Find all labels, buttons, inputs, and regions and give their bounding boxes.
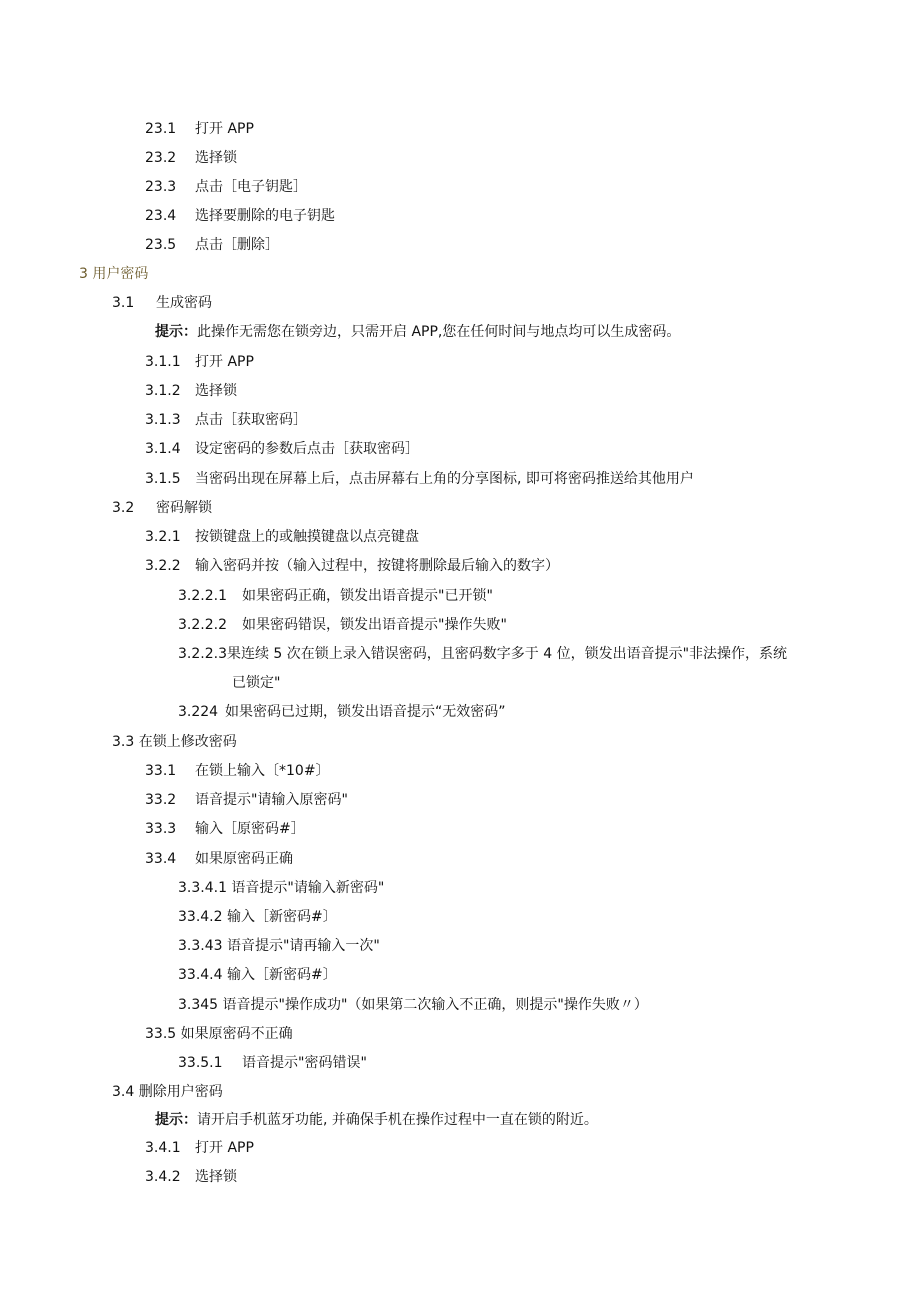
step-number: 3.1.1: [145, 354, 181, 370]
step-text: 如果密码正确，锁发出语音提示"已开锁": [242, 588, 493, 604]
step-number: 3.2.2: [145, 558, 181, 574]
step-text: 在锁上输入〔*10#〕: [195, 763, 330, 779]
step-3-3-5: 33.5 如果原密码不正确: [145, 1026, 293, 1042]
step-number: 23.4: [145, 208, 177, 224]
step-text: 选择锁: [195, 1169, 237, 1185]
step-number: 33.3: [145, 821, 177, 837]
subsection-number: 3.1: [112, 295, 135, 311]
tip-text: 此操作无需您在锁旁边，只需开启 APP,您在任何时间与地点均可以生成密码。: [197, 324, 681, 340]
step-23-5: [145, 235, 279, 255]
step-number: 3.1.5: [145, 471, 181, 487]
step-3-1-4: [145, 439, 419, 459]
step-3-1-5: [145, 469, 694, 489]
step-3-4-2: [145, 1167, 237, 1187]
step-text: 输入［原密码#］: [195, 821, 305, 837]
step-text: 点击［获取密码］: [195, 412, 307, 428]
tip-text: 请开启手机蓝牙功能, 并确保手机在操作过程中一直在锁的附近。: [197, 1112, 598, 1128]
step-23-3: [145, 177, 307, 197]
step-3-1-3: [145, 410, 307, 430]
tip-3-1: [155, 322, 680, 342]
step-23-2: [145, 148, 237, 168]
step-number: 3.2.2.1: [178, 588, 227, 604]
step-number: 3.4.1: [145, 1140, 181, 1156]
subsection-title: 密码解锁: [156, 500, 212, 516]
step-text: 果连续 5 次在锁上录入错误密码，且密码数字多于 4 位，锁发出语音提示"非法操作，系统: [226, 646, 788, 662]
step-text: 语音提示"密码错误": [242, 1055, 367, 1071]
step-23-1: [145, 119, 254, 139]
step-number: 23.5: [145, 237, 177, 253]
subsection-3-1: [112, 293, 212, 313]
step-number: 3.4.2: [145, 1169, 181, 1185]
step-number: 3.1.4: [145, 441, 181, 457]
step-number: 3.224: [178, 704, 219, 720]
step-3-3-4: [145, 849, 293, 869]
step-3-2-2-3: [178, 644, 787, 664]
step-text: 设定密码的参数后点击［获取密码］: [195, 441, 419, 457]
step-text: 如果密码错误，锁发出语音提示"操作失败": [242, 617, 507, 633]
step-3-1-2: [145, 381, 237, 401]
step-number: 33.2: [145, 792, 177, 808]
section-heading-user-password: 3 用户密码: [79, 266, 149, 282]
step-text: 选择锁: [195, 150, 237, 166]
step-text: 输入密码并按（输入过程中，按键将删除最后输入的数字）: [195, 558, 559, 574]
step-text: 选择锁: [195, 383, 237, 399]
step-number: 23.2: [145, 150, 177, 166]
step-text: 当密码出现在屏幕上后，点击屏幕右上角的分享图标, 即可将密码推送给其他用户: [195, 471, 694, 487]
tip-3-4: [155, 1110, 598, 1130]
subsection-3-2: [112, 498, 212, 518]
step-text: 按锁键盘上的或触摸键盘以点亮键盘: [195, 529, 419, 545]
step-number: 33.1: [145, 763, 177, 779]
step-23-4: [145, 206, 335, 226]
step-number: 3.2.2.2: [178, 617, 227, 633]
step-3-4-1: [145, 1138, 254, 1158]
step-number: 3.1.2: [145, 383, 181, 399]
step-3-3-5-1: [178, 1053, 367, 1073]
step-3-3-1: [145, 761, 330, 781]
step-number: 3.2.1: [145, 529, 181, 545]
step-number: 23.3: [145, 179, 177, 195]
step-text: 打开 APP: [195, 354, 254, 370]
step-3-3-4-5: 3.345 语音提示"操作成功"（如果第二次输入不正确，则提示"操作失败〃）: [178, 997, 648, 1013]
step-3-2-2: [145, 556, 559, 576]
step-3-3-4-3: 3.3.43 语音提示"请再输入一次": [178, 938, 380, 954]
step-number: 3.2.2.3: [178, 646, 227, 662]
subsection-title: 生成密码: [156, 295, 212, 311]
step-3-1-1: [145, 352, 254, 372]
step-text: 选择要删除的电子钥匙: [195, 208, 335, 224]
step-3-3-4-4: 33.4.4 输入［新密码#〕: [178, 967, 337, 983]
tip-label: 提示：: [155, 1112, 197, 1128]
step-number: 33.4: [145, 851, 177, 867]
step-3-3-3: [145, 819, 305, 839]
step-text: 如果密码已过期，锁发出语音提示“无效密码”: [225, 704, 506, 720]
step-text: 打开 APP: [195, 1140, 254, 1156]
subsection-number: 3.2: [112, 500, 135, 516]
step-text: 语音提示"请输入原密码": [195, 792, 348, 808]
step-3-3-2: [145, 790, 348, 810]
step-3-2-2-1: [178, 586, 493, 606]
step-text: 打开 APP: [195, 121, 254, 137]
step-3-3-4-1: 3.3.4.1 语音提示"请输入新密码": [178, 880, 385, 896]
step-3-2-1: [145, 527, 419, 547]
step-3-2-2-4: [178, 702, 506, 722]
tip-label: 提示：: [155, 324, 197, 340]
step-text: 如果原密码正确: [195, 851, 293, 867]
step-3-2-2-3-continuation: 已锁定": [232, 675, 281, 691]
step-number: 3.1.3: [145, 412, 181, 428]
subsection-3-3: 3.3 在锁上修改密码: [112, 734, 237, 750]
step-number: 23.1: [145, 121, 177, 137]
step-3-2-2-2: [178, 615, 507, 635]
step-number: 33.5.1: [178, 1055, 223, 1071]
step-text: 点击［电子钥匙］: [195, 179, 307, 195]
step-text: 点击［删除］: [195, 237, 279, 253]
subsection-3-4: 3.4 删除用户密码: [112, 1084, 223, 1100]
step-3-3-4-2: 33.4.2 输入［新密码#〕: [178, 909, 337, 925]
